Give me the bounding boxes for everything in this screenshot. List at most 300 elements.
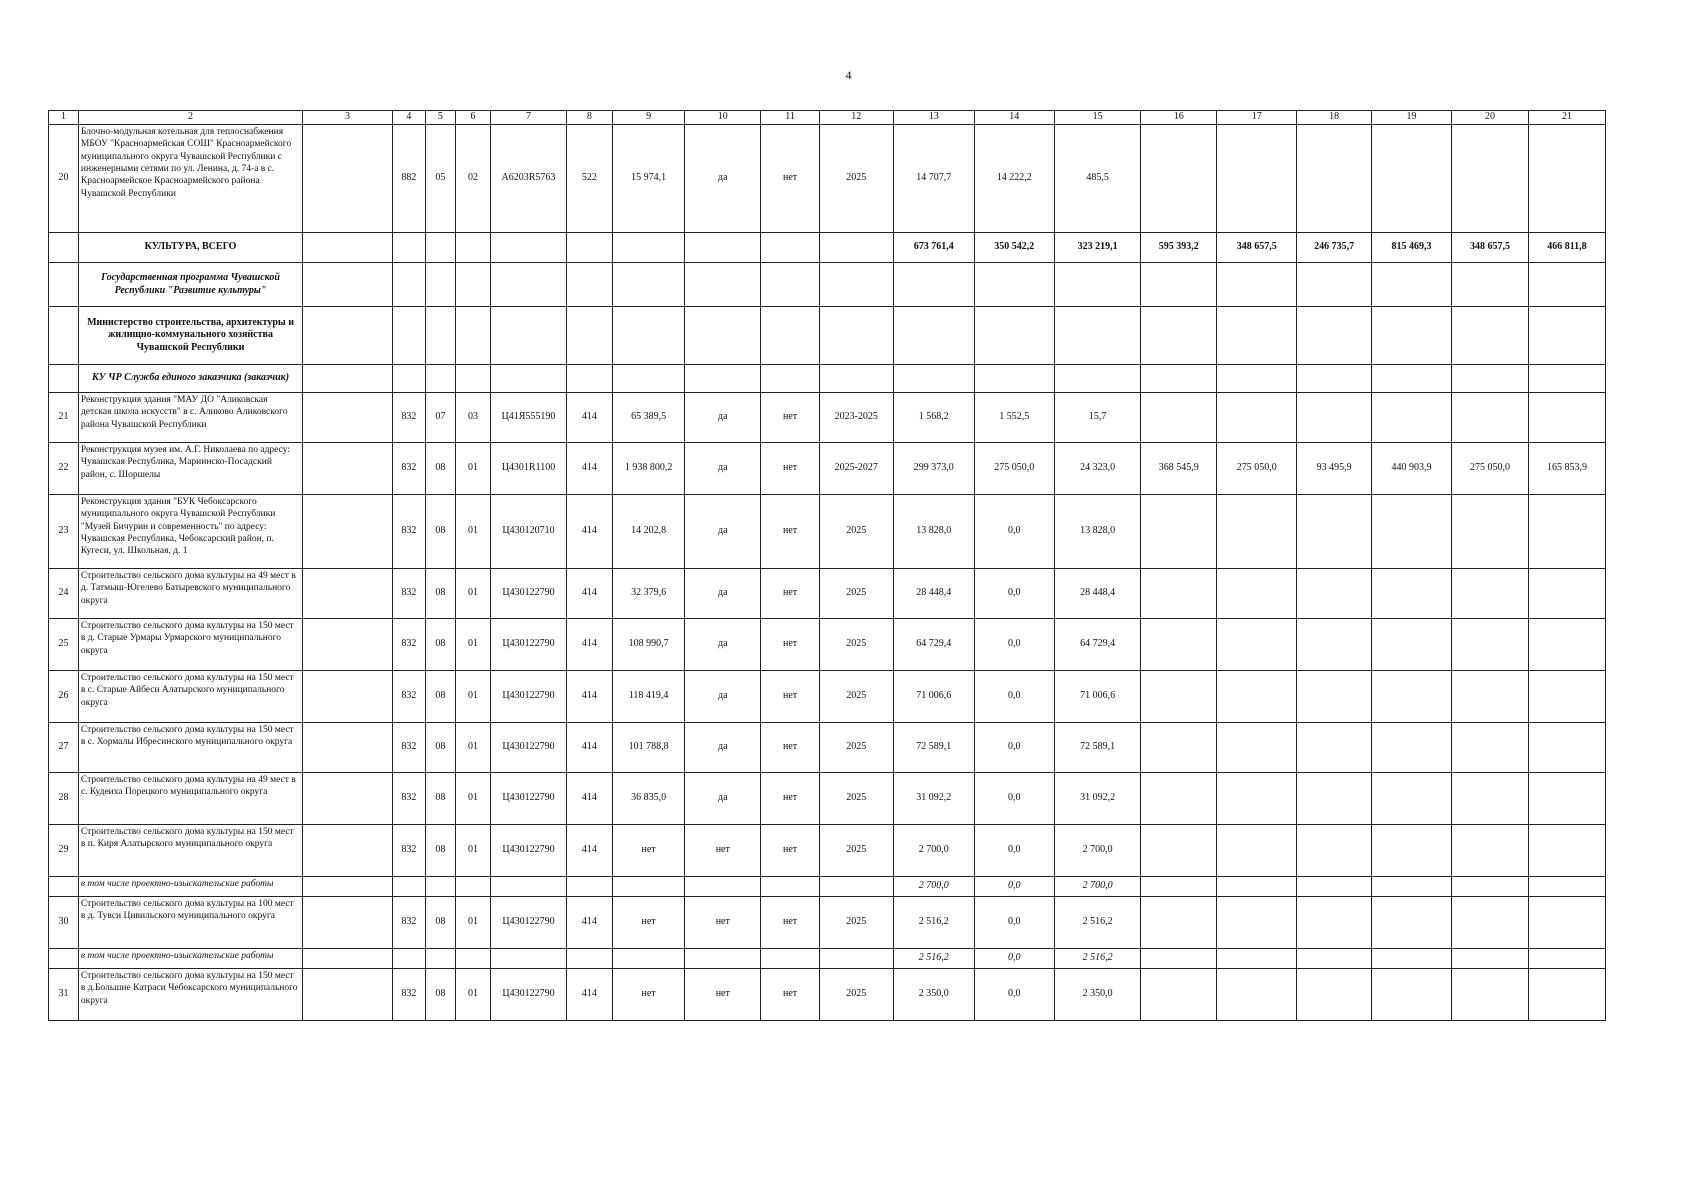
value-cell [1297, 393, 1372, 443]
value-cell: 01 [455, 897, 490, 949]
value-cell [1452, 125, 1529, 233]
value-cell [1371, 671, 1451, 723]
value-cell [819, 949, 893, 969]
value-cell: 31 092,2 [1054, 773, 1141, 825]
column-number-cell: 10 [685, 111, 761, 125]
value-cell [425, 365, 455, 393]
value-cell [491, 233, 567, 263]
object-name: Строительство сельского дома культуры на 49 мест в с. Кудеиха Порецкого муниципального округа [78, 773, 302, 825]
value-cell: нет [685, 969, 761, 1021]
value-cell [303, 877, 393, 897]
table-row [49, 393, 1606, 443]
table-row [49, 897, 1606, 949]
value-cell: нет [612, 897, 685, 949]
value-cell [425, 263, 455, 307]
object-name: Строительство сельского дома культуры на 150 мест в д. Старые Урмары Урмарского муниципального округа [78, 619, 302, 671]
value-cell: Ц430122790 [491, 773, 567, 825]
table-row [49, 773, 1606, 825]
value-cell [1452, 671, 1529, 723]
value-cell: 108 990,7 [612, 619, 685, 671]
value-cell: 2 350,0 [1054, 969, 1141, 1021]
value-cell [303, 233, 393, 263]
column-number-cell: 8 [566, 111, 612, 125]
value-cell: нет [761, 969, 820, 1021]
value-cell: 0,0 [974, 897, 1054, 949]
value-cell: Ц430122790 [491, 619, 567, 671]
object-name: Реконструкция здания "БУК Чебоксарского муниципального округа Чувашской Республики "Музей Бичурин и современность" по адресу: Чувашская Республика, Чебоксарский район, п. Кугеси, ул. Школьная, д. 1 [78, 495, 302, 569]
row-number [49, 307, 79, 365]
table-row [49, 671, 1606, 723]
value-cell [1452, 569, 1529, 619]
value-cell [1297, 263, 1372, 307]
value-cell: 08 [425, 723, 455, 773]
row-number [49, 233, 79, 263]
value-cell [1141, 723, 1217, 773]
value-cell: нет [612, 969, 685, 1021]
value-cell [455, 307, 490, 365]
value-cell [392, 263, 425, 307]
value-cell: нет [761, 671, 820, 723]
value-cell [685, 365, 761, 393]
value-cell: 72 589,1 [893, 723, 974, 773]
value-cell [1141, 969, 1217, 1021]
value-cell: 2025 [819, 773, 893, 825]
value-cell: 0,0 [974, 949, 1054, 969]
row-number: 30 [49, 897, 79, 949]
value-cell [1452, 949, 1529, 969]
value-cell [1371, 619, 1451, 671]
value-cell [893, 365, 974, 393]
column-number-cell: 9 [612, 111, 685, 125]
value-cell [974, 365, 1054, 393]
table-row [49, 495, 1606, 569]
value-cell [1141, 393, 1217, 443]
value-cell [1217, 969, 1297, 1021]
value-cell [1371, 125, 1451, 233]
value-cell: 28 448,4 [1054, 569, 1141, 619]
value-cell: 01 [455, 969, 490, 1021]
value-cell: 368 545,9 [1141, 443, 1217, 495]
value-cell [1371, 825, 1451, 877]
value-cell [1452, 723, 1529, 773]
value-cell: 2025 [819, 825, 893, 877]
value-cell: 348 657,5 [1452, 233, 1529, 263]
value-cell [1528, 877, 1605, 897]
group-heading-row [49, 307, 1606, 365]
value-cell [685, 307, 761, 365]
value-cell [566, 263, 612, 307]
value-cell [1528, 723, 1605, 773]
value-cell: 2025 [819, 495, 893, 569]
value-cell: 93 495,9 [1297, 443, 1372, 495]
table-row [49, 125, 1606, 233]
value-cell [1297, 365, 1372, 393]
value-cell [819, 263, 893, 307]
row-number: 22 [49, 443, 79, 495]
value-cell: 01 [455, 723, 490, 773]
value-cell [1528, 773, 1605, 825]
value-cell: 414 [566, 443, 612, 495]
value-cell [1217, 307, 1297, 365]
value-cell [1297, 877, 1372, 897]
row-number: 29 [49, 825, 79, 877]
value-cell: 246 735,7 [1297, 233, 1372, 263]
value-cell: 673 761,4 [893, 233, 974, 263]
value-cell [1217, 825, 1297, 877]
value-cell [455, 877, 490, 897]
value-cell: 72 589,1 [1054, 723, 1141, 773]
value-cell [392, 233, 425, 263]
value-cell [1528, 671, 1605, 723]
value-cell [1141, 569, 1217, 619]
value-cell [761, 877, 820, 897]
value-cell: 832 [392, 723, 425, 773]
value-cell [1141, 773, 1217, 825]
value-cell [1371, 307, 1451, 365]
value-cell: Ц430122790 [491, 671, 567, 723]
value-cell: А6203R5763 [491, 125, 567, 233]
value-cell [1528, 569, 1605, 619]
value-cell [566, 233, 612, 263]
value-cell [1371, 897, 1451, 949]
value-cell [1528, 949, 1605, 969]
value-cell [1217, 619, 1297, 671]
value-cell [1141, 949, 1217, 969]
value-cell [1528, 393, 1605, 443]
value-cell [303, 495, 393, 569]
object-name: Строительство сельского дома культуры на 150 мест в с. Хормалы Ибресинского муниципального округа [78, 723, 302, 773]
value-cell [612, 263, 685, 307]
value-cell [425, 877, 455, 897]
value-cell: 118 419,4 [612, 671, 685, 723]
value-cell: 299 373,0 [893, 443, 974, 495]
value-cell: 414 [566, 495, 612, 569]
value-cell [303, 671, 393, 723]
value-cell: 0,0 [974, 671, 1054, 723]
column-number-cell: 17 [1217, 111, 1297, 125]
value-cell: 14 222,2 [974, 125, 1054, 233]
value-cell [761, 949, 820, 969]
value-cell: 832 [392, 969, 425, 1021]
value-cell [566, 365, 612, 393]
value-cell [1371, 877, 1451, 897]
column-number-cell: 19 [1371, 111, 1451, 125]
value-cell [1371, 569, 1451, 619]
value-cell: 08 [425, 773, 455, 825]
section-total-row [49, 233, 1606, 263]
value-cell: 01 [455, 569, 490, 619]
column-number-cell: 13 [893, 111, 974, 125]
value-cell: 36 835,0 [612, 773, 685, 825]
value-cell: 832 [392, 619, 425, 671]
value-cell: 31 092,2 [893, 773, 974, 825]
value-cell: 485,5 [1054, 125, 1141, 233]
value-cell: 1 938 800,2 [612, 443, 685, 495]
value-cell: 08 [425, 569, 455, 619]
value-cell: 2 700,0 [893, 825, 974, 877]
column-number-cell: 14 [974, 111, 1054, 125]
value-cell: 2 516,2 [893, 949, 974, 969]
value-cell: 2025 [819, 969, 893, 1021]
value-cell: да [685, 569, 761, 619]
value-cell [1217, 263, 1297, 307]
value-cell [303, 307, 393, 365]
value-cell: Ц430122790 [491, 969, 567, 1021]
value-cell [761, 365, 820, 393]
value-cell [1141, 619, 1217, 671]
value-cell: да [685, 443, 761, 495]
value-cell [491, 877, 567, 897]
value-cell [1452, 495, 1529, 569]
value-cell: 2 516,2 [1054, 897, 1141, 949]
value-cell: 595 393,2 [1141, 233, 1217, 263]
object-name: Блочно-модульная котельная для теплоснабжения МБОУ "Красноармейская СОШ" Красноармейского муниципального округа Чувашской Республики с инженерными сетями по ул. Ленина, д. 74-а в с. Красноармейское Красноармейского района Чувашской Республики [78, 125, 302, 233]
value-cell: 05 [425, 125, 455, 233]
value-cell [491, 263, 567, 307]
value-cell [1217, 569, 1297, 619]
column-number-cell: 1 [49, 111, 79, 125]
value-cell: 64 729,4 [1054, 619, 1141, 671]
value-cell: 832 [392, 569, 425, 619]
value-cell: нет [685, 897, 761, 949]
value-cell: 13 828,0 [893, 495, 974, 569]
value-cell: нет [761, 619, 820, 671]
table-row [49, 969, 1606, 1021]
column-number-cell: 12 [819, 111, 893, 125]
value-cell [1452, 897, 1529, 949]
value-cell [1297, 307, 1372, 365]
group-heading: Министерство строительства, архитектуры и жилищно-коммунального хозяйства Чувашской Республики [78, 307, 302, 365]
row-number: 28 [49, 773, 79, 825]
value-cell [1217, 897, 1297, 949]
value-cell [303, 723, 393, 773]
value-cell [1054, 307, 1141, 365]
value-cell [1054, 263, 1141, 307]
value-cell: да [685, 125, 761, 233]
value-cell [491, 365, 567, 393]
column-number-cell: 5 [425, 111, 455, 125]
value-cell: 08 [425, 443, 455, 495]
value-cell [1528, 307, 1605, 365]
value-cell: нет [761, 723, 820, 773]
value-cell: 414 [566, 969, 612, 1021]
value-cell [455, 365, 490, 393]
value-cell [392, 877, 425, 897]
value-cell [1452, 263, 1529, 307]
value-cell: 0,0 [974, 969, 1054, 1021]
value-cell [1528, 365, 1605, 393]
value-cell: 08 [425, 671, 455, 723]
value-cell [974, 263, 1054, 307]
group-heading: Государственная программа Чувашской Республики "Развитие культуры" [78, 263, 302, 307]
object-name: Реконструкция музея им. А.Г. Николаева по адресу: Чувашская Республика, Мариинско-Посадский район, с. Шоршелы [78, 443, 302, 495]
value-cell [303, 773, 393, 825]
row-number: 26 [49, 671, 79, 723]
value-cell [491, 307, 567, 365]
value-cell [1141, 495, 1217, 569]
value-cell [1452, 877, 1529, 897]
value-cell: 0,0 [974, 877, 1054, 897]
value-cell [1528, 825, 1605, 877]
value-cell: 71 006,6 [893, 671, 974, 723]
column-number-row [49, 111, 1606, 125]
value-cell: 101 788,8 [612, 723, 685, 773]
row-number [49, 365, 79, 393]
row-number [49, 263, 79, 307]
value-cell [1371, 723, 1451, 773]
capital-investment-table [48, 110, 1606, 1021]
value-cell [303, 393, 393, 443]
value-cell [1452, 365, 1529, 393]
value-cell: 01 [455, 773, 490, 825]
value-cell: 2025 [819, 723, 893, 773]
row-number [49, 949, 79, 969]
value-cell: 832 [392, 825, 425, 877]
value-cell [1141, 307, 1217, 365]
value-cell [1528, 125, 1605, 233]
value-cell: 323 219,1 [1054, 233, 1141, 263]
value-cell: 08 [425, 825, 455, 877]
value-cell: Ц430122790 [491, 723, 567, 773]
value-cell [303, 125, 393, 233]
subtotal-row [49, 949, 1606, 969]
value-cell [425, 307, 455, 365]
value-cell [1141, 897, 1217, 949]
value-cell: 275 050,0 [974, 443, 1054, 495]
value-cell [1528, 263, 1605, 307]
column-number-cell: 21 [1528, 111, 1605, 125]
value-cell [1528, 619, 1605, 671]
value-cell [566, 307, 612, 365]
column-number-cell: 2 [78, 111, 302, 125]
value-cell [1141, 825, 1217, 877]
column-number-cell: 4 [392, 111, 425, 125]
subtotal-label: в том числе проектно-изыскательские работы [78, 877, 302, 897]
value-cell: 414 [566, 569, 612, 619]
value-cell [612, 233, 685, 263]
value-cell [303, 569, 393, 619]
value-cell: 2 700,0 [1054, 877, 1141, 897]
value-cell: 08 [425, 495, 455, 569]
value-cell [1217, 125, 1297, 233]
row-number: 24 [49, 569, 79, 619]
value-cell [1297, 897, 1372, 949]
value-cell [1528, 897, 1605, 949]
value-cell [893, 307, 974, 365]
value-cell [1217, 949, 1297, 969]
value-cell: 01 [455, 671, 490, 723]
value-cell [303, 949, 393, 969]
value-cell: 65 389,5 [612, 393, 685, 443]
value-cell [1452, 773, 1529, 825]
value-cell [1297, 969, 1372, 1021]
value-cell: 64 729,4 [893, 619, 974, 671]
value-cell [1217, 365, 1297, 393]
value-cell: 15,7 [1054, 393, 1141, 443]
value-cell [1452, 969, 1529, 1021]
column-number-cell: 16 [1141, 111, 1217, 125]
value-cell [819, 307, 893, 365]
value-cell: 832 [392, 897, 425, 949]
value-cell: 414 [566, 825, 612, 877]
page-number: 4 [845, 68, 852, 82]
value-cell [1452, 619, 1529, 671]
value-cell [612, 949, 685, 969]
value-cell: 24 323,0 [1054, 443, 1141, 495]
value-cell: 882 [392, 125, 425, 233]
object-name: Строительство сельского дома культуры на 100 мест в д. Тувси Цивильского муниципального округа [78, 897, 302, 949]
value-cell: 466 811,8 [1528, 233, 1605, 263]
value-cell: нет [761, 825, 820, 877]
value-cell: 2025 [819, 897, 893, 949]
value-cell: 275 050,0 [1452, 443, 1529, 495]
table-row [49, 569, 1606, 619]
value-cell: нет [761, 495, 820, 569]
value-cell: 0,0 [974, 495, 1054, 569]
object-name: Реконструкция здания "МАУ ДО "Аликовская детская школа искусств" в с. Аликово Аликовского района Чувашской Республики [78, 393, 302, 443]
value-cell: нет [685, 825, 761, 877]
value-cell [392, 307, 425, 365]
value-cell [1452, 825, 1529, 877]
value-cell [455, 263, 490, 307]
value-cell: да [685, 495, 761, 569]
value-cell: 71 006,6 [1054, 671, 1141, 723]
value-cell: Ц430122790 [491, 897, 567, 949]
value-cell [685, 877, 761, 897]
value-cell [1141, 263, 1217, 307]
value-cell: 0,0 [974, 825, 1054, 877]
value-cell: да [685, 723, 761, 773]
section-title: КУЛЬТУРА, ВСЕГО [78, 233, 302, 263]
value-cell [1141, 877, 1217, 897]
value-cell: 08 [425, 619, 455, 671]
value-cell: 2 516,2 [1054, 949, 1141, 969]
value-cell [1217, 723, 1297, 773]
value-cell: да [685, 773, 761, 825]
row-number: 20 [49, 125, 79, 233]
value-cell [1297, 723, 1372, 773]
table-row [49, 825, 1606, 877]
value-cell: 2025 [819, 125, 893, 233]
value-cell: 13 828,0 [1054, 495, 1141, 569]
value-cell: Ц430122790 [491, 569, 567, 619]
value-cell [893, 263, 974, 307]
value-cell [1371, 949, 1451, 969]
value-cell [1371, 773, 1451, 825]
object-name: Строительство сельского дома культуры на 150 мест в с. Старые Айбеси Алатырского муниципального округа [78, 671, 302, 723]
value-cell: 2 350,0 [893, 969, 974, 1021]
value-cell [1297, 773, 1372, 825]
value-cell: нет [612, 825, 685, 877]
value-cell: 01 [455, 619, 490, 671]
subtotal-label: в том числе проектно-изыскательские работы [78, 949, 302, 969]
value-cell: нет [761, 773, 820, 825]
column-number-cell: 3 [303, 111, 393, 125]
value-cell [455, 949, 490, 969]
value-cell [819, 877, 893, 897]
value-cell: да [685, 671, 761, 723]
value-cell: да [685, 393, 761, 443]
value-cell: 414 [566, 393, 612, 443]
value-cell: 414 [566, 619, 612, 671]
value-cell [819, 365, 893, 393]
value-cell: да [685, 619, 761, 671]
value-cell [761, 233, 820, 263]
value-cell: 28 448,4 [893, 569, 974, 619]
value-cell [1054, 365, 1141, 393]
value-cell: 832 [392, 671, 425, 723]
value-cell [303, 263, 393, 307]
